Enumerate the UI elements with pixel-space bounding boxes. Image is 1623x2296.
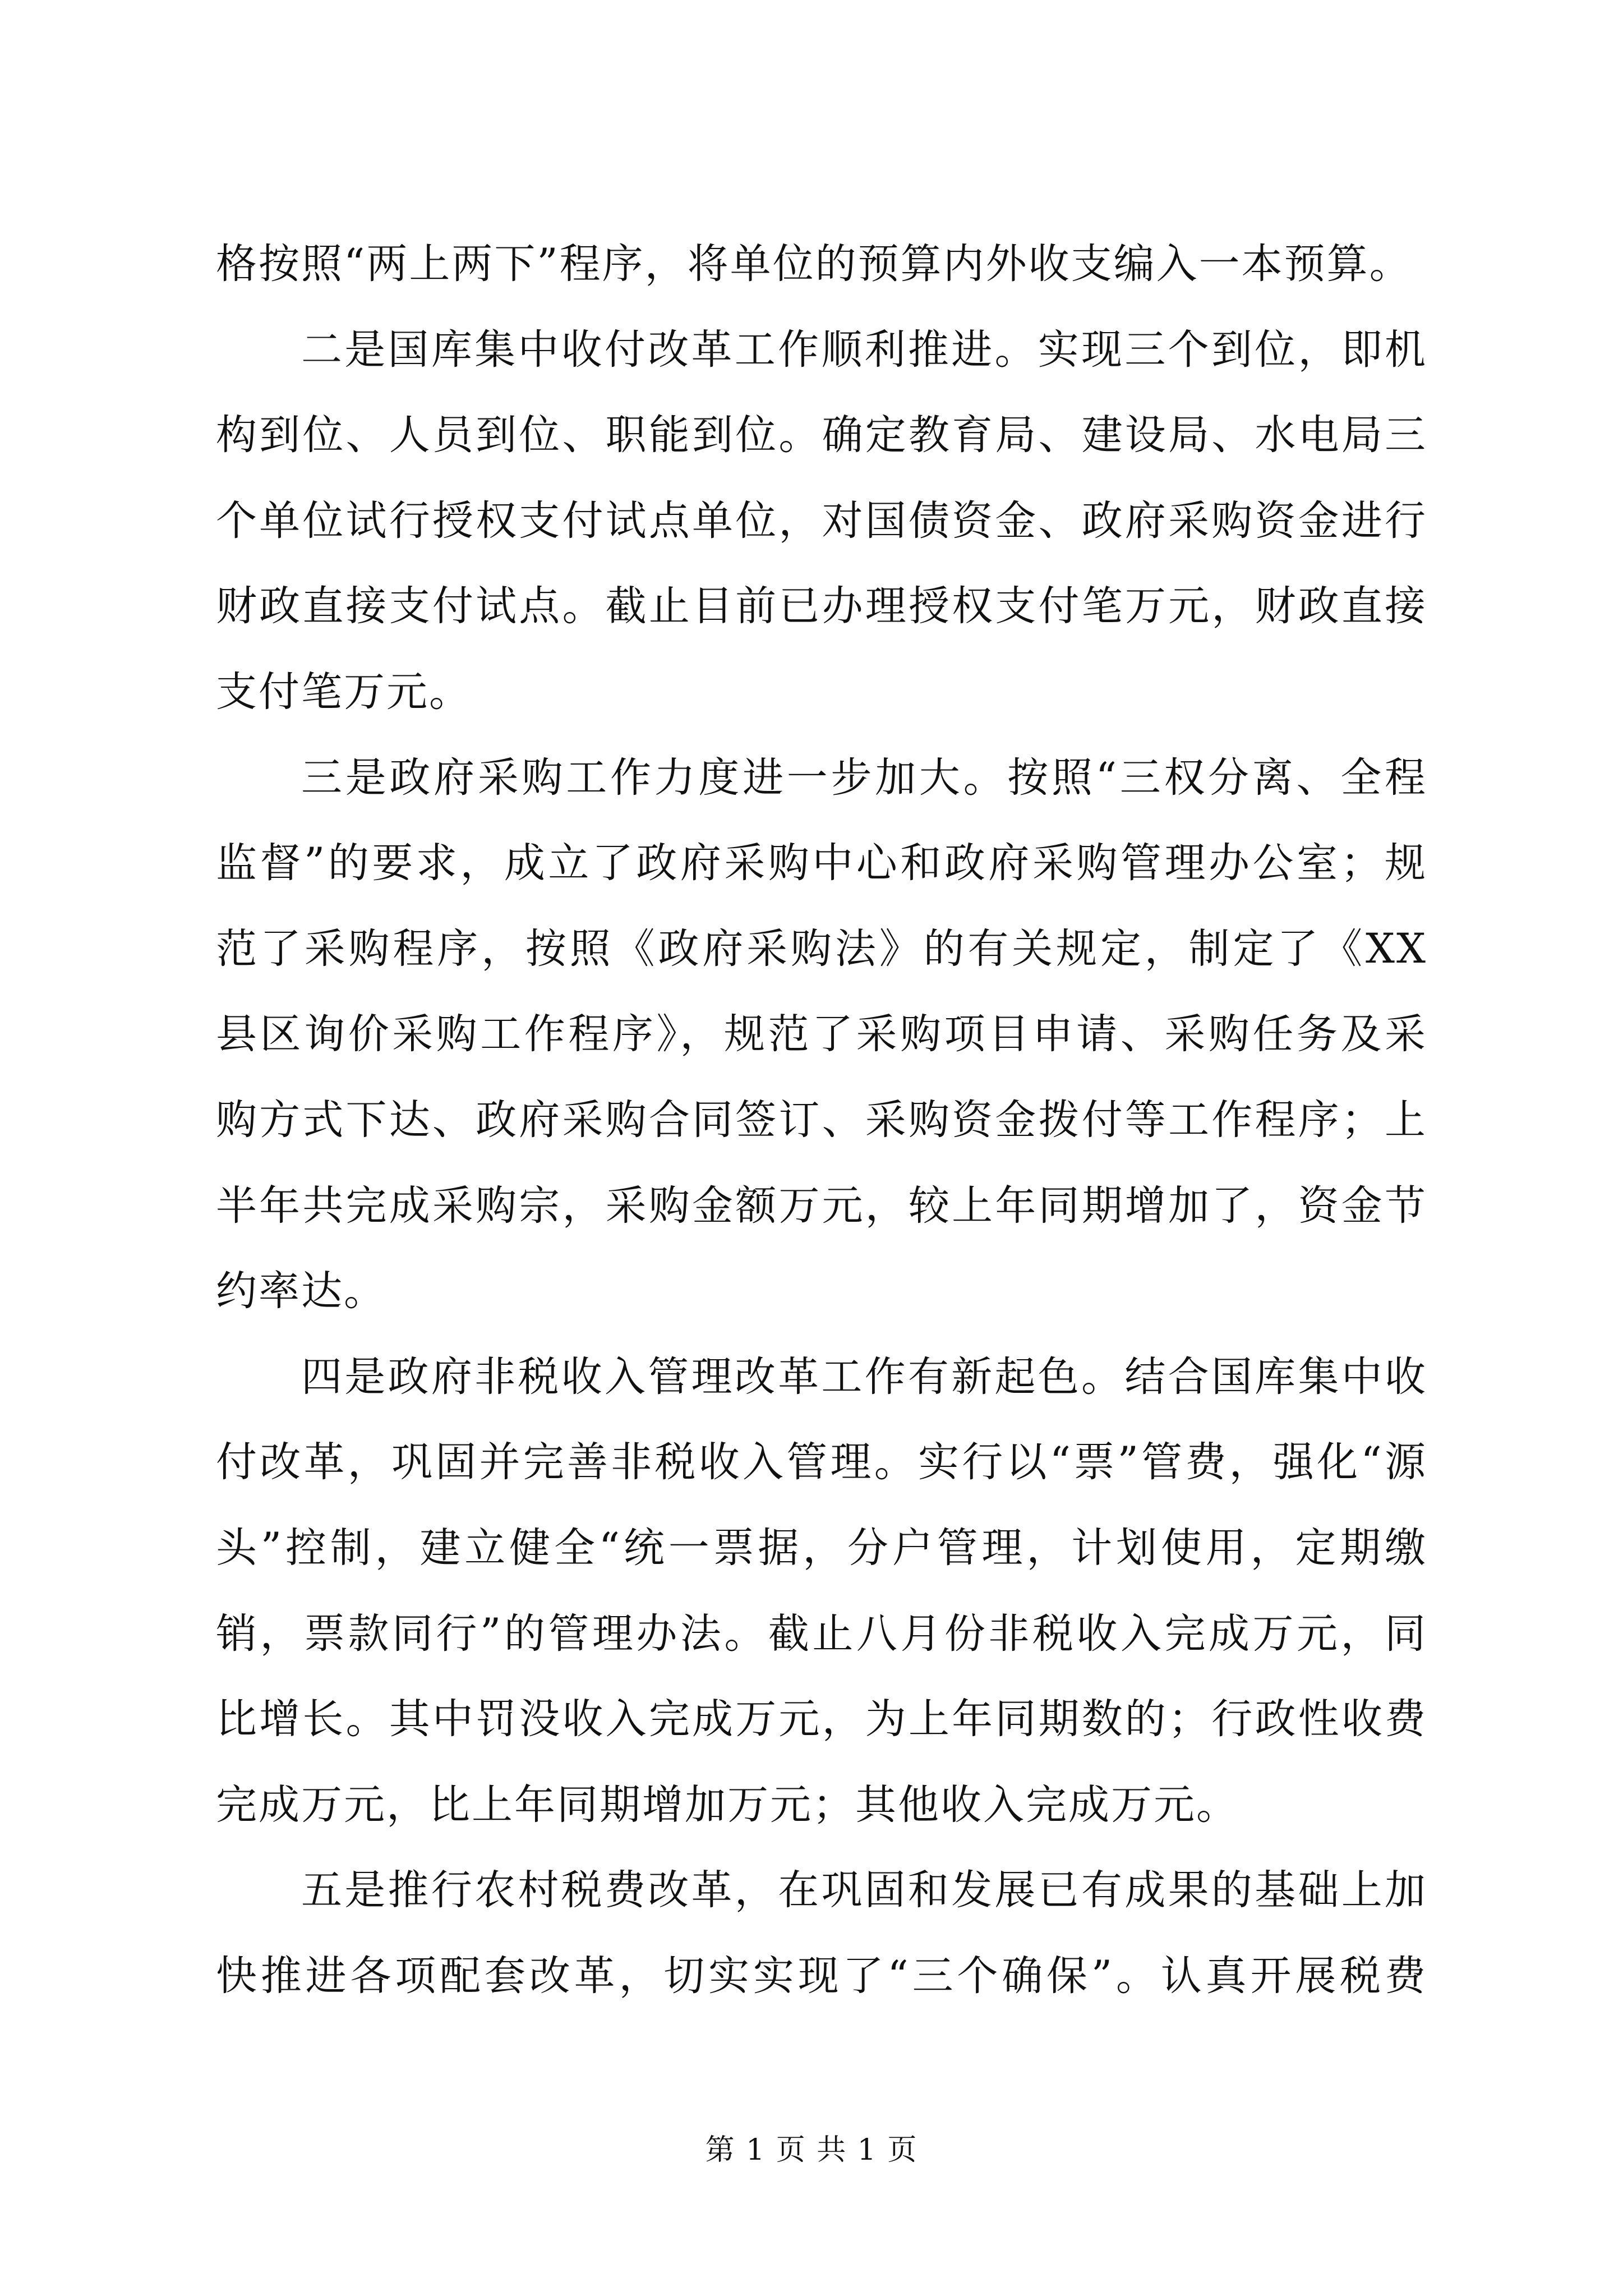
body-line: 半年共完成采购宗，采购金额万元，较上年同期增加了，资金节 bbox=[216, 1181, 1427, 1230]
body-line: 范了采购程序，按照《政府采购法》的有关规定，制定了《XX bbox=[216, 924, 1427, 973]
body-line: 四是政府非税收入管理改革工作有新起色。结合国库集中收 bbox=[301, 1352, 1427, 1401]
body-line: 完成万元，比上年同期增加万元；其他收入完成万元。 bbox=[216, 1780, 1239, 1829]
body-line: 付改革，巩固并完善非税收入管理。实行以“票”管费，强化“源 bbox=[216, 1438, 1427, 1487]
body-line: 约率达。 bbox=[216, 1267, 386, 1315]
body-line: 个单位试行授权支付试点单位，对国债资金、政府采购资金进行 bbox=[216, 496, 1427, 545]
page-number-footer: 第 1 页 共 1 页 bbox=[705, 2133, 918, 2167]
body-line: 五是推行农村税费改革，在巩固和发展已有成果的基础上加 bbox=[301, 1866, 1427, 1915]
body-line: 三是政府采购工作力度进一步加大。按照“三权分离、全程 bbox=[301, 753, 1427, 802]
body-line: 格按照“两上两下”程序，将单位的预算内外收支编入一本预算。 bbox=[216, 240, 1412, 288]
body-line: 快推进各项配套改革，切实实现了“三个确保”。认真开展税费 bbox=[216, 1952, 1427, 2000]
body-line: 二是国库集中收付改革工作顺利推进。实现三个到位，即机 bbox=[301, 325, 1427, 374]
body-line: 监督”的要求，成立了政府采购中心和政府采购管理办公室；规 bbox=[216, 839, 1427, 887]
document-body bbox=[216, 222, 1427, 2019]
body-line: 比增长。其中罚没收入完成万元，为上年同期数的；行政性收费 bbox=[216, 1695, 1427, 1743]
body-line: 支付笔万元。 bbox=[216, 668, 472, 716]
body-line: 财政直接支付试点。截止目前已办理授权支付笔万元，财政直接 bbox=[216, 582, 1427, 631]
body-line: 销，票款同行”的管理办法。截止八月份非税收入完成万元，同 bbox=[216, 1609, 1427, 1658]
body-line: 县区询价采购工作程序》，规范了采购项目申请、采购任务及采 bbox=[216, 1010, 1427, 1059]
body-line: 构到位、人员到位、职能到位。确定教育局、建设局、水电局三 bbox=[216, 411, 1427, 459]
body-line: 头”控制，建立健全“统一票据，分户管理，计划使用，定期缴 bbox=[216, 1524, 1427, 1572]
body-line: 购方式下达、政府采购合同签订、采购资金拨付等工作程序；上 bbox=[216, 1096, 1427, 1144]
